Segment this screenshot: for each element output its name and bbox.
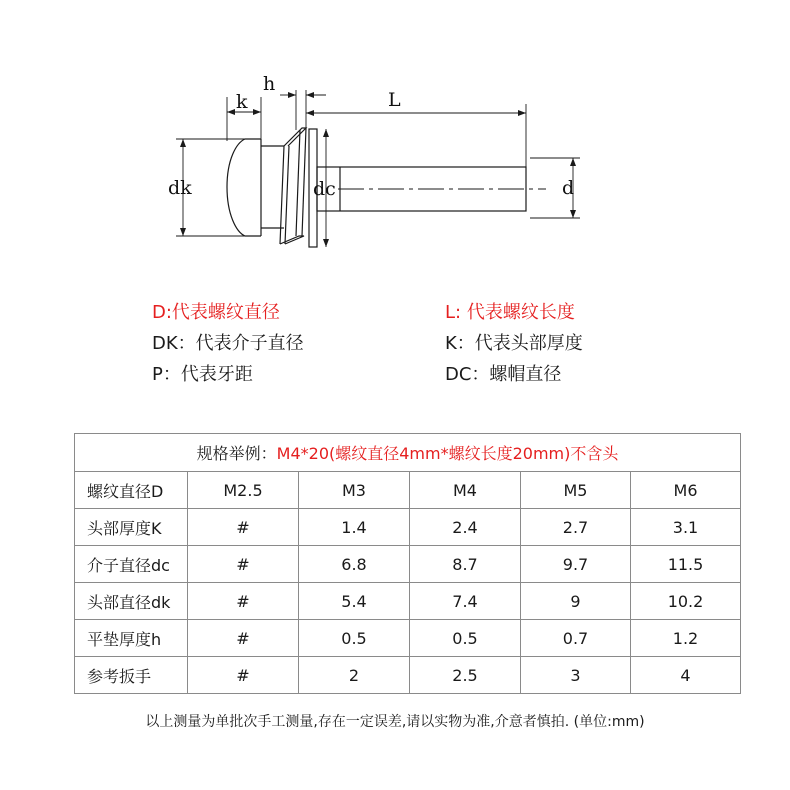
dim-label-h: h: [263, 73, 276, 95]
row-label: 参考扳手: [75, 657, 188, 694]
table-cell: 2: [299, 657, 410, 694]
table-cell: #: [188, 620, 299, 657]
table-cell: 0.5: [410, 620, 521, 657]
table-cell: 2.7: [521, 509, 631, 546]
table-row: [75, 546, 741, 583]
legend-d: D:代表螺纹直径: [152, 302, 280, 323]
spring-washer: [284, 128, 306, 146]
row-label: 头部直径dk: [75, 583, 188, 620]
table-cell: #: [188, 546, 299, 583]
table-row: [75, 620, 741, 657]
table-cell: #: [188, 583, 299, 620]
table-cell: 1.4: [299, 509, 410, 546]
table-cell: #: [188, 657, 299, 694]
screw-head: [227, 139, 261, 236]
row-label: 平垫厚度h: [75, 620, 188, 657]
dim-label-k: k: [236, 91, 248, 113]
table-cell: 6.8: [299, 546, 410, 583]
table-cell: M5: [521, 472, 631, 509]
table-cell: 0.5: [299, 620, 410, 657]
table-cell: 0.7: [521, 620, 631, 657]
table-cell: M6: [631, 472, 741, 509]
dim-label-d: d: [562, 177, 575, 199]
legend-k: K：代表头部厚度: [445, 333, 583, 354]
table-cell: 11.5: [631, 546, 741, 583]
table-cell: 2.4: [410, 509, 521, 546]
table-caption: [75, 434, 741, 472]
table-row: [75, 509, 741, 546]
table-cell: 9: [521, 583, 631, 620]
caption-example: M4*20(螺纹直径4mm*螺纹长度20mm)不含头: [276, 444, 619, 463]
table-cell: 3.1: [631, 509, 741, 546]
table-cell: 3: [521, 657, 631, 694]
table-cell: M4: [410, 472, 521, 509]
table-caption-row: [75, 434, 741, 472]
table-cell: #: [188, 509, 299, 546]
table-cell: 9.7: [521, 546, 631, 583]
spec-table: [74, 433, 741, 694]
row-label: 螺纹直径D: [75, 472, 188, 509]
table-cell: 5.4: [299, 583, 410, 620]
legend-dk: DK：代表介子直径: [152, 333, 304, 354]
table-cell: 1.2: [631, 620, 741, 657]
table-cell: 10.2: [631, 583, 741, 620]
row-label: 介子直径dc: [75, 546, 188, 583]
dim-label-dk: dk: [168, 177, 192, 199]
row-label: 头部厚度K: [75, 509, 188, 546]
dim-label-dc: dc: [313, 178, 336, 200]
table-cell: 2.5: [410, 657, 521, 694]
table-cell: M3: [299, 472, 410, 509]
table-cell: 4: [631, 657, 741, 694]
legend-dc: DC：螺帽直径: [445, 364, 562, 385]
screw-dimension-diagram: [0, 0, 790, 290]
table-row: [75, 583, 741, 620]
table-row: [75, 472, 741, 509]
legend-p: P：代表牙距: [152, 364, 253, 385]
table-cell: 8.7: [410, 546, 521, 583]
table-cell: M2.5: [188, 472, 299, 509]
legend-l: L: 代表螺纹长度: [445, 302, 575, 323]
caption-prefix: 规格举例：: [196, 444, 277, 463]
table-cell: 7.4: [410, 583, 521, 620]
dim-label-L: L: [388, 89, 401, 111]
table-row: [75, 657, 741, 694]
measurement-footnote: 以上测量为单批次手工测量,存在一定误差,请以实物为准,介意者慎拍. (单位:mm): [145, 714, 645, 730]
